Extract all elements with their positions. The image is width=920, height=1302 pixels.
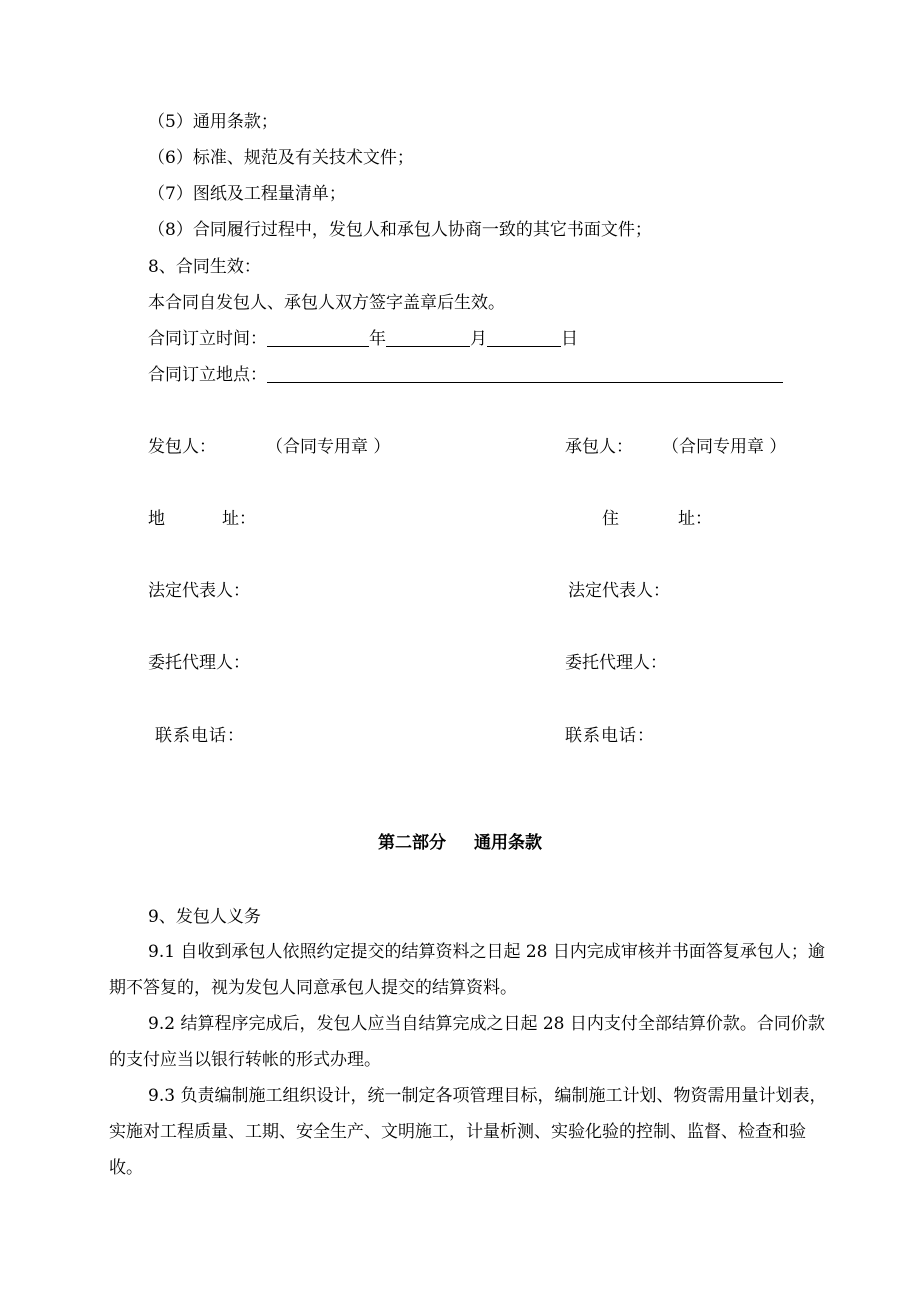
employer-legal-rep: 法定代表人：	[148, 581, 250, 601]
contract-place-label: 合同订立地点：	[148, 365, 267, 385]
list-item: （7）图纸及工程量清单；	[148, 184, 346, 204]
clause-9-1: 9.1 自收到承包人依照约定提交的结算资料之日起 28 日内完成审核并书面答复承包人；逾期不答复的，视为发包人同意承包人提交的结算资料。	[109, 942, 825, 998]
clause-9-2: 9.2 结算程序完成后，发包人应当自结算完成之日起 28 日内支付全部结算价款。合同价款的支付应当以银行转帐的形式办理。	[109, 1014, 825, 1070]
clause-9-3: 9.3 负责编制施工组织设计，统一制定各项管理目标，编制施工计划、物资需用量计划表，实施对工程质量、工期、安全生产、文明施工，计量析测、实验化验的控制、监督、检查和验收。	[109, 1086, 827, 1178]
contractor-agent: 委托代理人：	[565, 653, 667, 673]
contractor-phone: 联系电话：	[565, 726, 655, 746]
list-item: （8）合同履行过程中，发包人和承包人协商一致的其它书面文件；	[148, 220, 652, 240]
clause-9-title: 9、发包人义务	[148, 907, 261, 927]
contract-place-row	[148, 364, 783, 386]
contractor-address-label-b: 址：	[678, 509, 712, 529]
list-item: （6）标准、规范及有关技术文件；	[148, 148, 414, 168]
place-blank	[267, 364, 783, 383]
day-label: 日	[561, 329, 578, 349]
month-label: 月	[470, 329, 487, 349]
year-label: 年	[369, 329, 386, 349]
contractor-address-label-a: 住	[602, 509, 619, 529]
employer-address-label-a: 地	[148, 509, 165, 529]
list-item: （5）通用条款；	[148, 112, 278, 132]
clause-8-title: 8、合同生效：	[148, 257, 261, 277]
effective-statement: 本合同自发包人、承包人双方签字盖章后生效。	[148, 293, 505, 313]
employer-agent: 委托代理人：	[148, 653, 250, 673]
employer-phone: 联系电话：	[155, 726, 245, 746]
employer-seal: （合同专用章 ）	[266, 437, 391, 457]
contract-date-label: 合同订立时间：	[148, 329, 267, 349]
day-blank	[487, 328, 561, 347]
employer-label: 发包人：	[148, 437, 216, 457]
year-blank	[267, 328, 369, 347]
employer-address-label-b: 址：	[222, 509, 256, 529]
section-heading-part: 第二部分	[378, 833, 446, 853]
contractor-legal-rep: 法定代表人：	[568, 581, 670, 601]
section-heading	[0, 832, 920, 854]
month-blank	[386, 328, 470, 347]
contractor-seal: （合同专用章 ）	[662, 437, 787, 457]
contractor-label: 承包人：	[565, 437, 633, 457]
section-heading-title: 通用条款	[474, 833, 542, 853]
contract-date-row	[148, 328, 578, 350]
